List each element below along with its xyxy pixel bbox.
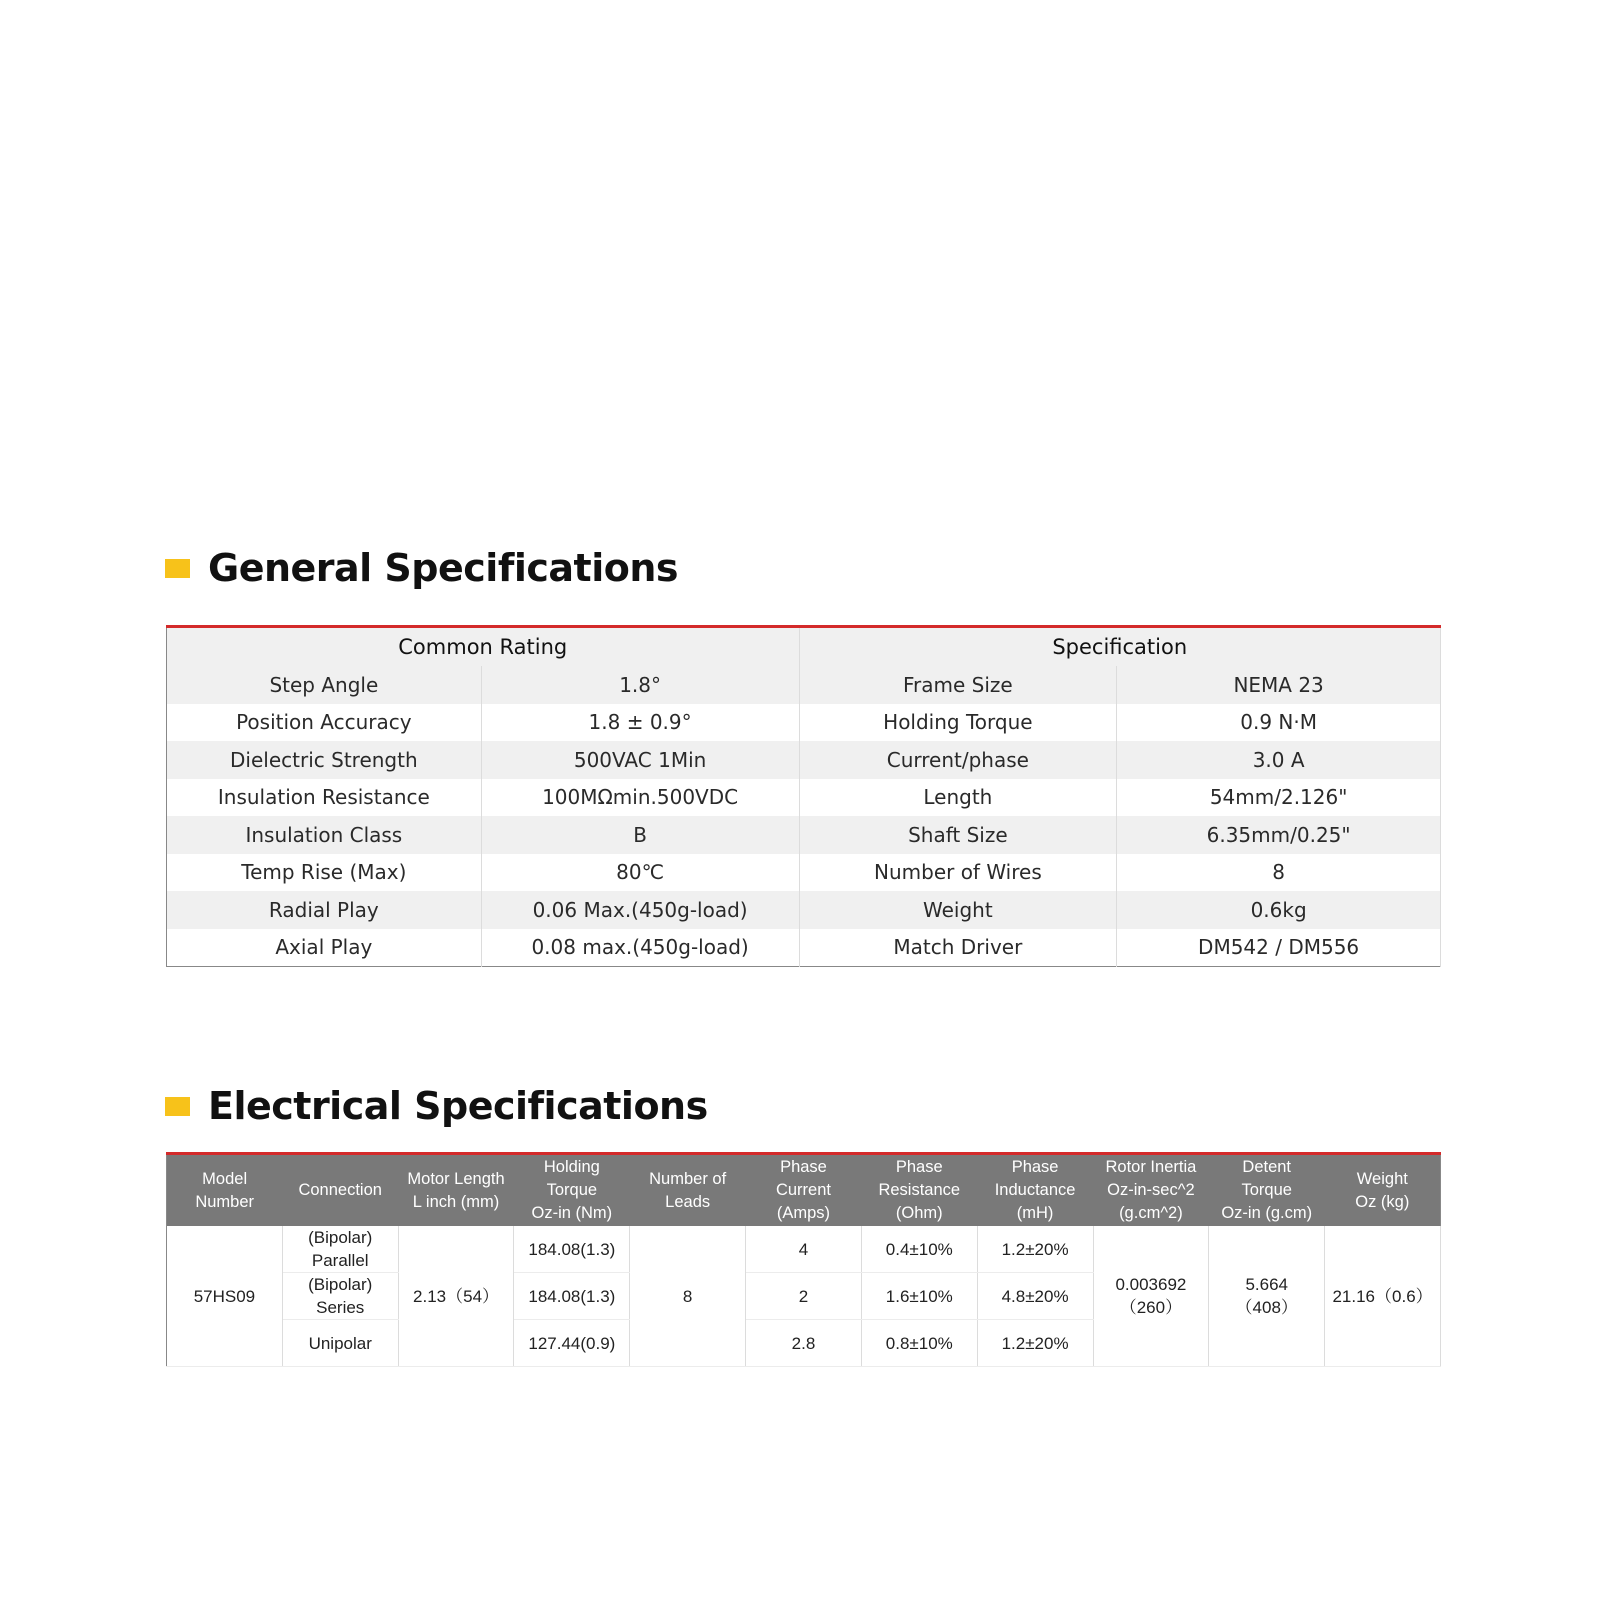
table-cell: Length — [799, 779, 1117, 817]
column-header: Phase Inductance (mH) — [977, 1154, 1093, 1227]
table-cell: 0.08 max.(450g-load) — [481, 929, 799, 967]
connection-cell: (Bipolar) Series — [282, 1273, 398, 1320]
leads-cell: 8 — [630, 1226, 746, 1367]
table-row — [167, 854, 1441, 892]
phase-inductance-cell: 1.2±20% — [977, 1226, 1093, 1273]
table-cell: Weight — [799, 891, 1117, 929]
table-row — [167, 666, 1441, 704]
holding-torque-cell: 184.08(1.3) — [514, 1273, 630, 1320]
electrical-specifications-table — [166, 1152, 1441, 1367]
phase-inductance-cell: 4.8±20% — [977, 1273, 1093, 1320]
column-header: Phase Current (Amps) — [746, 1154, 862, 1227]
table-row — [167, 704, 1441, 742]
table-row — [167, 891, 1441, 929]
table-cell: 500VAC 1Min — [481, 741, 799, 779]
table-header-row — [167, 627, 1441, 667]
yellow-square-icon — [165, 1097, 190, 1116]
holding-torque-cell: 127.44(0.9) — [514, 1320, 630, 1367]
table-cell: Number of Wires — [799, 854, 1117, 892]
section-title: Electrical Specifications — [208, 1084, 708, 1128]
table-cell: 0.6kg — [1117, 891, 1441, 929]
table-row — [167, 1226, 1441, 1273]
table-cell: NEMA 23 — [1117, 666, 1441, 704]
holding-torque-cell: 184.08(1.3) — [514, 1226, 630, 1273]
table-row — [167, 779, 1441, 817]
column-header: Model Number — [167, 1154, 283, 1227]
phase-resistance-cell: 0.4±10% — [861, 1226, 977, 1273]
table-cell: Radial Play — [167, 891, 482, 929]
table-cell: Shaft Size — [799, 816, 1117, 854]
general-specifications-table — [166, 625, 1441, 967]
table-cell: B — [481, 816, 799, 854]
phase-resistance-cell: 0.8±10% — [861, 1320, 977, 1367]
column-header: Number of Leads — [630, 1154, 746, 1227]
table-cell: Insulation Resistance — [167, 779, 482, 817]
table-cell: DM542 / DM556 — [1117, 929, 1441, 967]
table-cell: 0.9 N·M — [1117, 704, 1441, 742]
phase-current-cell: 2.8 — [746, 1320, 862, 1367]
table-cell: 3.0 A — [1117, 741, 1441, 779]
table-cell: 8 — [1117, 854, 1441, 892]
column-header: Phase Resistance (Ohm) — [861, 1154, 977, 1227]
table-cell: Insulation Class — [167, 816, 482, 854]
table-cell: Temp Rise (Max) — [167, 854, 482, 892]
table-cell: Step Angle — [167, 666, 482, 704]
table-row — [167, 929, 1441, 967]
connection-cell: Unipolar — [282, 1320, 398, 1367]
column-header: Connection — [282, 1154, 398, 1227]
table-cell: Match Driver — [799, 929, 1117, 967]
connection-cell: (Bipolar) Parallel — [282, 1226, 398, 1273]
detent-torque-cell: 5.664 （408） — [1209, 1226, 1325, 1367]
table-cell: Frame Size — [799, 666, 1117, 704]
column-header: Rotor Inertia Oz-in-sec^2 (g.cm^2) — [1093, 1154, 1209, 1227]
phase-current-cell: 2 — [746, 1273, 862, 1320]
model-number-cell: 57HS09 — [167, 1226, 283, 1367]
column-header: Weight Oz (kg) — [1325, 1154, 1441, 1227]
column-header: Holding Torque Oz-in (Nm) — [514, 1154, 630, 1227]
table-cell: Current/phase — [799, 741, 1117, 779]
table-cell: 6.35mm/0.25" — [1117, 816, 1441, 854]
weight-cell: 21.16（0.6） — [1325, 1226, 1441, 1367]
table-cell: 1.8° — [481, 666, 799, 704]
table-cell: 100MΩmin.500VDC — [481, 779, 799, 817]
yellow-square-icon — [165, 559, 190, 578]
table-cell: 54mm/2.126" — [1117, 779, 1441, 817]
column-header: Common Rating — [167, 627, 800, 667]
table-row — [167, 741, 1441, 779]
motor-length-cell: 2.13（54） — [398, 1226, 514, 1367]
column-header: Specification — [799, 627, 1441, 667]
section-title: General Specifications — [208, 546, 679, 590]
column-header: Motor Length L inch (mm) — [398, 1154, 514, 1227]
table-row — [167, 816, 1441, 854]
phase-inductance-cell: 1.2±20% — [977, 1320, 1093, 1367]
phase-current-cell: 4 — [746, 1226, 862, 1273]
table-cell: Holding Torque — [799, 704, 1117, 742]
table-cell: Position Accuracy — [167, 704, 482, 742]
column-header: Detent Torque Oz-in (g.cm) — [1209, 1154, 1325, 1227]
table-cell: 80℃ — [481, 854, 799, 892]
phase-resistance-cell: 1.6±10% — [861, 1273, 977, 1320]
table-cell: 1.8 ± 0.9° — [481, 704, 799, 742]
table-cell: Axial Play — [167, 929, 482, 967]
table-cell: 0.06 Max.(450g-load) — [481, 891, 799, 929]
general-specifications-heading — [165, 546, 678, 590]
electrical-specifications-heading — [165, 1084, 708, 1128]
rotor-inertia-cell: 0.003692 （260） — [1093, 1226, 1209, 1367]
table-cell: Dielectric Strength — [167, 741, 482, 779]
